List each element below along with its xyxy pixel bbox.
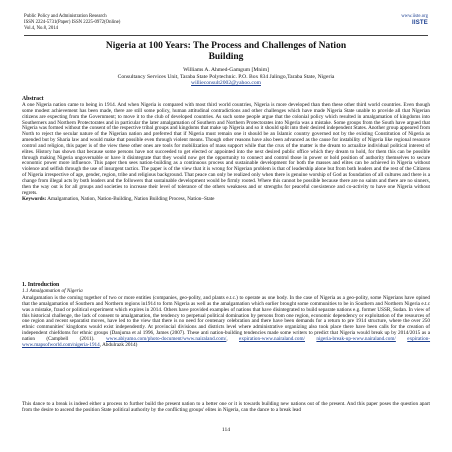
journal-volume: Vol.4, No.8, 2014 [24,26,59,31]
journal-header [24,14,428,32]
abstract-text [22,103,430,202]
reference-link-1[interactable]: www.abiyamo.com/photo-document/www.nairaland.com/ [106,335,227,342]
iiste-logo: IISTE [411,20,428,26]
author-affiliation: Consultancy Services Unit, Taraba State Polytechnic. P.O. Box 834 Jalingo,Taraba State, Nigeria [117,73,335,80]
header-divider [24,35,428,36]
abstract-heading: Abstract [22,96,44,102]
author-name: Williams A. Ahmed-Gamgum [Mnim] [183,67,269,73]
intro-paragraph-1: Amalgamation is the coming together of two or more entities (companies, geo-polity, and plants e.t.c.) to operate as one body. In the case of Nigeria as a geo-polity, some Nigerians have opined that the amalgamation of Southern and Northern regions in1914 to form Nigeria as well as the amalgamation which earlier brought some communities to be in Southern and Northern Nigeria e.t.c was a mistake, fraud or political experiment which expires in 2014. Others have provided examples of nations that have disintegrated to build separate nations e.g. former USSR, Sudan. In view of this historical challenge, the lack of consent to amalgamation, the tendency to perpetual political domination by persons from one region, economic dependency or exploitation of the resources of one region and recent separatist moves, have led to the view that there is no need for centenary celebration and there have been demands for a return to pre 1914 structure, where the over 250 ethnic communities' kingdoms would exist independently. At provincial divisions and districts level where administrative organizing also took place there have been calls for the creation of independent chiefdoms for ethnic groups (Danjuma et al 1996, James (2007). These anti nation-building tendencies made some writers to predict that Nigeria would break up by 2014/2015 as a nation (Campbell (2011). www.abiyamo.com/photo-document/www.nairaland.com/, expiration-www.nairaland.com/ nigeria-break-up-www.nairaland.com/ expiration-www.mapsofworld.com/nigeria-1914, Abdulrazk 2014) [22,295,431,348]
keywords-list: Amalgamation, Nation, Nation-Building, Nation Building Process, Nation–State [47,195,215,202]
intro-paragraph-1-text: Amalgamation is the coming together of two or more entities (companies, geo-polity, and plants e.t.c.) to operate as one body. In the case of Nigeria as a geo-polity, some Nigerians have opined that the amalgamation of Southern and Northern regions in1914 to form Nigeria as well as the amalgamation which earlier brought some communities to be in Southern and Northern Nigeria e.t.c was a mistake, fraud or political experiment which expires in 2014. Others have provided examples of nations that have disintegrated to build separate nations e.g. former USSR, Sudan. In view of this historical challenge, the lack of consent to amalgamation, the tendency to perpetual political domination by persons from one region, economic dependency or exploitation of the resources of one region and recent separatist moves, have led to the view that there is no need for centenary celebration and there have been demands for a return to pre 1914 structure, where the over 250 ethnic communities' kingdoms would exist independently. At provincial divisions and districts level where administrative organizing also took place there have been calls for the creation of independent chiefdoms for ethnic groups (Danjuma et al 1996, James (2007). These anti nation-building tendencies made some writers to predict that Nigeria would break up by 2014/2015 as a nation (Campbell (2011). [22,295,430,342]
journal-issn: ISSN 2224-5731(Paper) ISSN 2225-0972(Online) [24,20,121,25]
title-line-2: Building [208,52,244,62]
page-number: 114 [221,427,231,433]
title-line-1: Nigeria at 100 Years: The Process and Challenges of Nation [105,41,347,51]
intro-paragraph-2: This dance to a break is indeed either a process to further build the present nation to a better one or it is towards building new nations out of the present. And this paper poses the question apart from the desire to ascend the position State political authority by the conflicting groups' elites in Nigeria, can the dance to a break lead [22,401,430,413]
reference-link-4[interactable]: expiration-www.mapsofworld.com/nigeria-1914 [22,335,431,348]
author-block [40,67,412,87]
journal-name: Public Policy and Administration Research [24,14,107,19]
reference-link-2[interactable]: expiration-www.nairaland.com/ [239,335,305,342]
abstract-body: A one Nigeria nation came to being in 1914. And when Nigeria is compared with most third world countries, Nigeria is more developed than then these other third world countries. Even though some modest achievement has been made, there are still some policy, human attitudinal contradictions and other challenges which have made Nigeria State unable to provide all that Nigerian citizens are expecting from the Government; to move it to the club of developed countries. As such some people argue that the colonial policy which resulted in amalgamation of kingdoms into Southerners and Northern Protectorates and in particular the later amalgamation of Southern and Northern Protectorates into Nigeria was a mistake. Some groups from the South have argued that Nigeria was formed without the consent of the respective tribal groups and kingdoms that make up Nigeria and so it should split into their desired independent States. Another group appeared from North to reject the secular nature of the Nigerian nation and preferred that if Nigeria must remain one it should be an Islamic country governed not by the existing Constitution of Nigeria as amended but by Sharia law and would make that possible even through violent means. Though other reasons have also been advanced as the cause for instability of Nigeria like regional resource control and religion, this paper is of the view these other ones are tools for mobilization of mass support while that the crux of the matter is the dream to actualize individual political interest of elites. History has shown that because some persons have not succeeded to get elected or appointed into the next desired public office which they dream to hold, for them this can be possible through making Nigeria ungovernable or have it disintegrate that they would now get the opportunity to connect and control those in power or hold position of authority themselves to secure economic power more influence. This paper then sees nation-building as a continuous process and sustainable development for both the masses and elites can be achieved in Nigeria without violence and selfish through the use of insurgent tactics. The paper is of the view that it is wrong for Nigerian problem is that of leadership alone but from both leaders and the rest of the Citizens of Nigeria irrespective of age, gender, region, tribe and religious background. That peace can only be realized only when there is genuine worship of God as foundation of all cultures and there is a change from illegal acts by both leaders and the followers that sustainable development would be firmly rooted. Where this cannot be possible because there are no saints and there are no sinners, then the way out is for all groups and societies to increase their level of tolerance of the others weakness and or strengths for peaceful coexistence and co-activity to have one Nigeria without regrets. [22,102,430,196]
keywords-label: Keywords: [22,195,47,202]
reference-link-3[interactable]: nigeria-break-up-www.nairaland.com/ [316,335,396,342]
paper-title [40,41,412,63]
author-email[interactable]: willieconsult2002@yahoo.com [191,80,261,87]
section-heading: 1. Introduction [22,282,60,288]
citation-tail: Abdulrazk 2014) [102,341,138,348]
subsection-heading: 1.1 Amalgamation of Nigeria [22,288,83,294]
journal-url[interactable]: www.iiste.org [401,14,428,19]
